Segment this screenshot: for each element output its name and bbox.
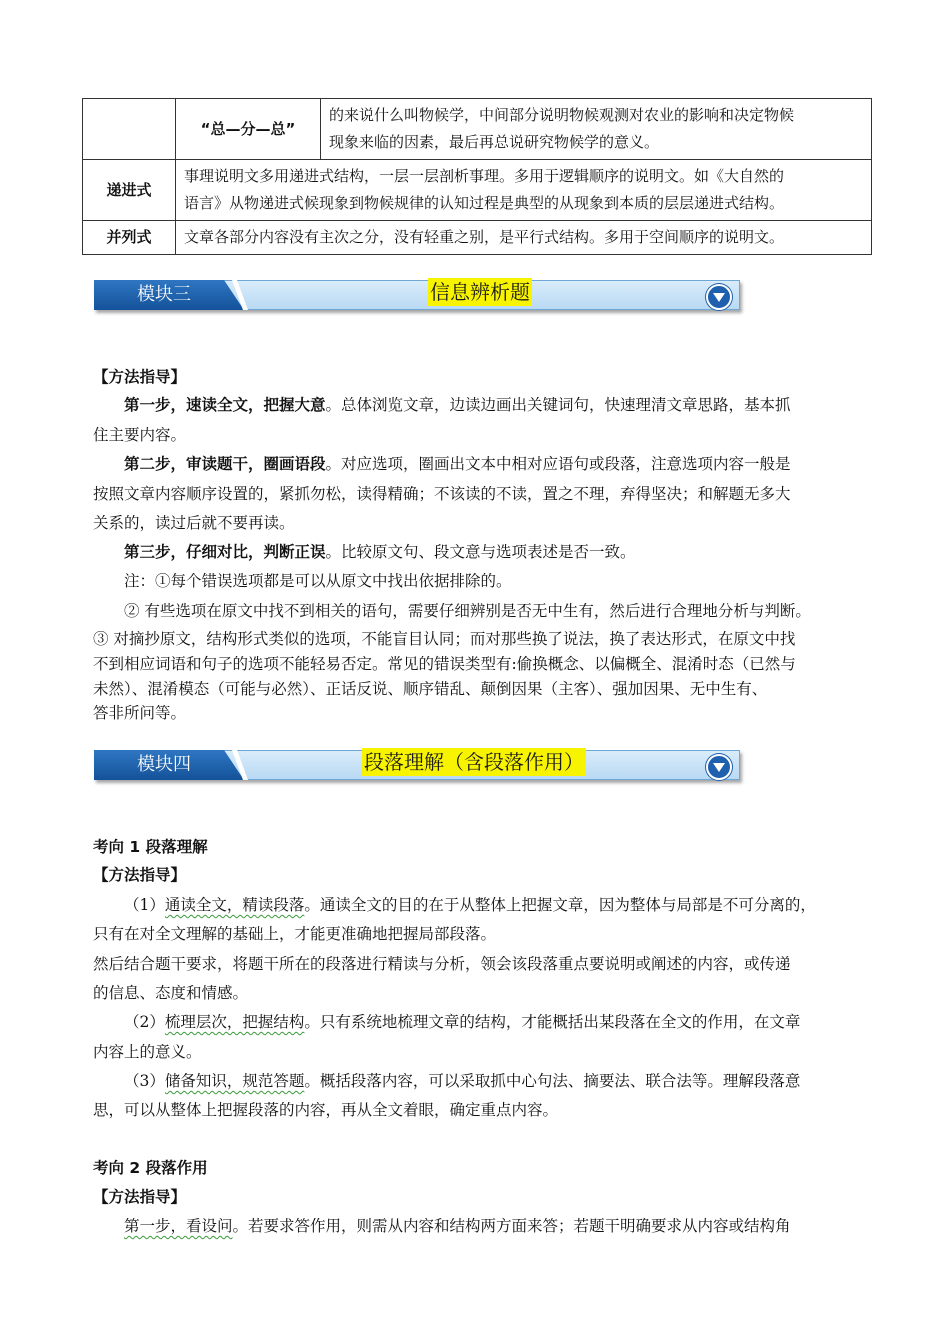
method-heading: 【方法指导】: [93, 1188, 187, 1206]
point-2-number: （2）: [124, 1013, 165, 1031]
step-1-key: 第一步，速读全文，把握大意: [124, 396, 326, 414]
step-1: [124, 1215, 791, 1237]
step-2-key: 第二步，审读题干，圈画语段: [124, 455, 326, 473]
table-row: [83, 160, 872, 221]
row-text: [321, 99, 872, 160]
kaoxiang-2-heading: 考向 2 段落作用: [93, 1159, 208, 1177]
step-3: [124, 541, 636, 563]
row-text-line: 文章各部分内容没有主次之分，没有轻重之别，是平行式结构。多用于空间顺序的说明文。: [184, 228, 785, 246]
module-4-banner: [94, 748, 742, 782]
row-text-line: 事理说明文多用递进式结构，一层一层剖析事理。多用于逻辑顺序的说明文。如《大自然的: [184, 167, 785, 185]
point-3-line-2: 思，可以从整体上把握段落的内容，再从全文着眼，确定重点内容。: [93, 1101, 559, 1119]
step-1-key: 第一步，看设问: [124, 1217, 233, 1235]
step-2-text: 。对应选项，圈画出文本中相对应语句或段落，注意选项内容一般是: [325, 455, 791, 473]
point-3-key: 储备知识，规范答题: [164, 1072, 305, 1090]
row-label: 递进式: [83, 160, 176, 221]
point-2: [124, 1011, 800, 1033]
point-1b-line-1: 然后结合题干要求，将题干所在的段落进行精读与分析，领会该段落重点要说明或阐述的内容，或传递: [93, 955, 791, 973]
step-1: [124, 394, 791, 416]
row-text-line: 现象来临的因素，最后再总说研究物候学的意义。: [329, 133, 660, 151]
step-2: [124, 453, 791, 475]
chevron-down-icon[interactable]: [706, 754, 732, 780]
step-2-line-3: 关系的，读过后就不要再读。: [93, 514, 295, 532]
chevron-down-icon[interactable]: [706, 284, 732, 310]
structure-table: [82, 98, 872, 255]
note-1: 注：①每个错误选项都是可以从原文中找出依据排除的。: [124, 572, 512, 590]
kaoxiang-1-heading: 考向 1 段落理解: [93, 838, 208, 856]
method-heading: 【方法指导】: [93, 368, 187, 386]
table-row: [83, 221, 872, 255]
row-label: [83, 99, 176, 160]
point-1-line-2: 只有在对全文理解的基础上，才能更准确地把握局部段落。: [93, 925, 497, 943]
point-1: [124, 894, 816, 916]
step-1-line-2: 住主要内容。: [93, 426, 187, 444]
note-2: ② 有些选项在原文中找不到相关的语句，需要仔细辨别是否无中生有，然后进行合理地分析与判断。: [124, 602, 811, 620]
row-label: 并列式: [83, 221, 176, 255]
step-3-key: 第三步，仔细对比，判断正误: [124, 543, 326, 561]
point-3: [124, 1070, 800, 1092]
step-1-text: 。若要求答作用，则需从内容和结构两方面来答；若题干明确要求从内容或结构角: [232, 1217, 791, 1235]
row-text-line: 的来说什么叫物候学，中间部分说明物候观测对农业的影响和决定物候: [329, 106, 795, 124]
point-1b-line-2: 的信息、态度和情感。: [93, 984, 249, 1002]
note-3-line-2: 不到相应词语和句子的选项不能轻易否定。常见的错误类型有:偷换概念、以偏概全、混淆时态（已然与: [93, 655, 796, 673]
point-2-line-2: 内容上的意义。: [93, 1043, 202, 1061]
module-3-tag: 模块三: [137, 284, 191, 305]
row-text: [176, 160, 872, 221]
module-4-title: 段落理解（含段落作用）: [364, 750, 584, 774]
point-3-number: （3）: [124, 1072, 165, 1090]
method-heading: 【方法指导】: [93, 866, 187, 884]
point-2-key: 梳理层次，把握结构: [164, 1013, 305, 1031]
note-3-line-1: ③ 对摘抄原文，结构形式类似的选项，不能盲目认同；而对那些换了说法，换了表达形式，在原文中找: [93, 630, 796, 648]
note-3-line-3: 未然）、混淆模态（可能与必然）、正话反说、顺序错乱、颠倒因果（主客）、强加因果、无中生有、: [93, 680, 768, 698]
point-2-text: 。只有系统地梳理文章的结构，才能概括出某段落在全文的作用，在文章: [304, 1013, 801, 1031]
point-1-key: 通读全文，精读段落: [164, 896, 305, 914]
point-3-text: 。概括段落内容，可以采取抓中心句法、摘要法、联合法等。理解段落意: [304, 1072, 801, 1090]
table-row: [83, 99, 872, 160]
module-3-title: 信息辨析题: [430, 280, 530, 304]
row-text: [176, 221, 872, 255]
step-2-line-2: 按照文章内容顺序设置的，紧抓勿松，读得精确；不该读的不读，置之不理，弃得坚决；和解题无多大: [93, 485, 791, 503]
note-3-line-4: 答非所问等。: [93, 704, 187, 722]
point-1-number: （1）: [124, 896, 165, 914]
row-sublabel: “总—分—总”: [176, 99, 321, 160]
row-text-line: 语言》从物递进式候现象到物候规律的认知过程是典型的从现象到本质的层层递进式结构。: [184, 194, 785, 212]
step-3-text: 。比较原文句、段文意与选项表述是否一致。: [325, 543, 636, 561]
module-3-banner: [94, 278, 742, 312]
module-4-tag: 模块四: [137, 754, 191, 775]
step-1-text: 。总体浏览文章，边读边画出关键词句，快速理清文章思路，基本抓: [325, 396, 791, 414]
point-1-text: 。通读全文的目的在于从整体上把握文章，因为整体与局部是不可分离的，: [304, 896, 816, 914]
